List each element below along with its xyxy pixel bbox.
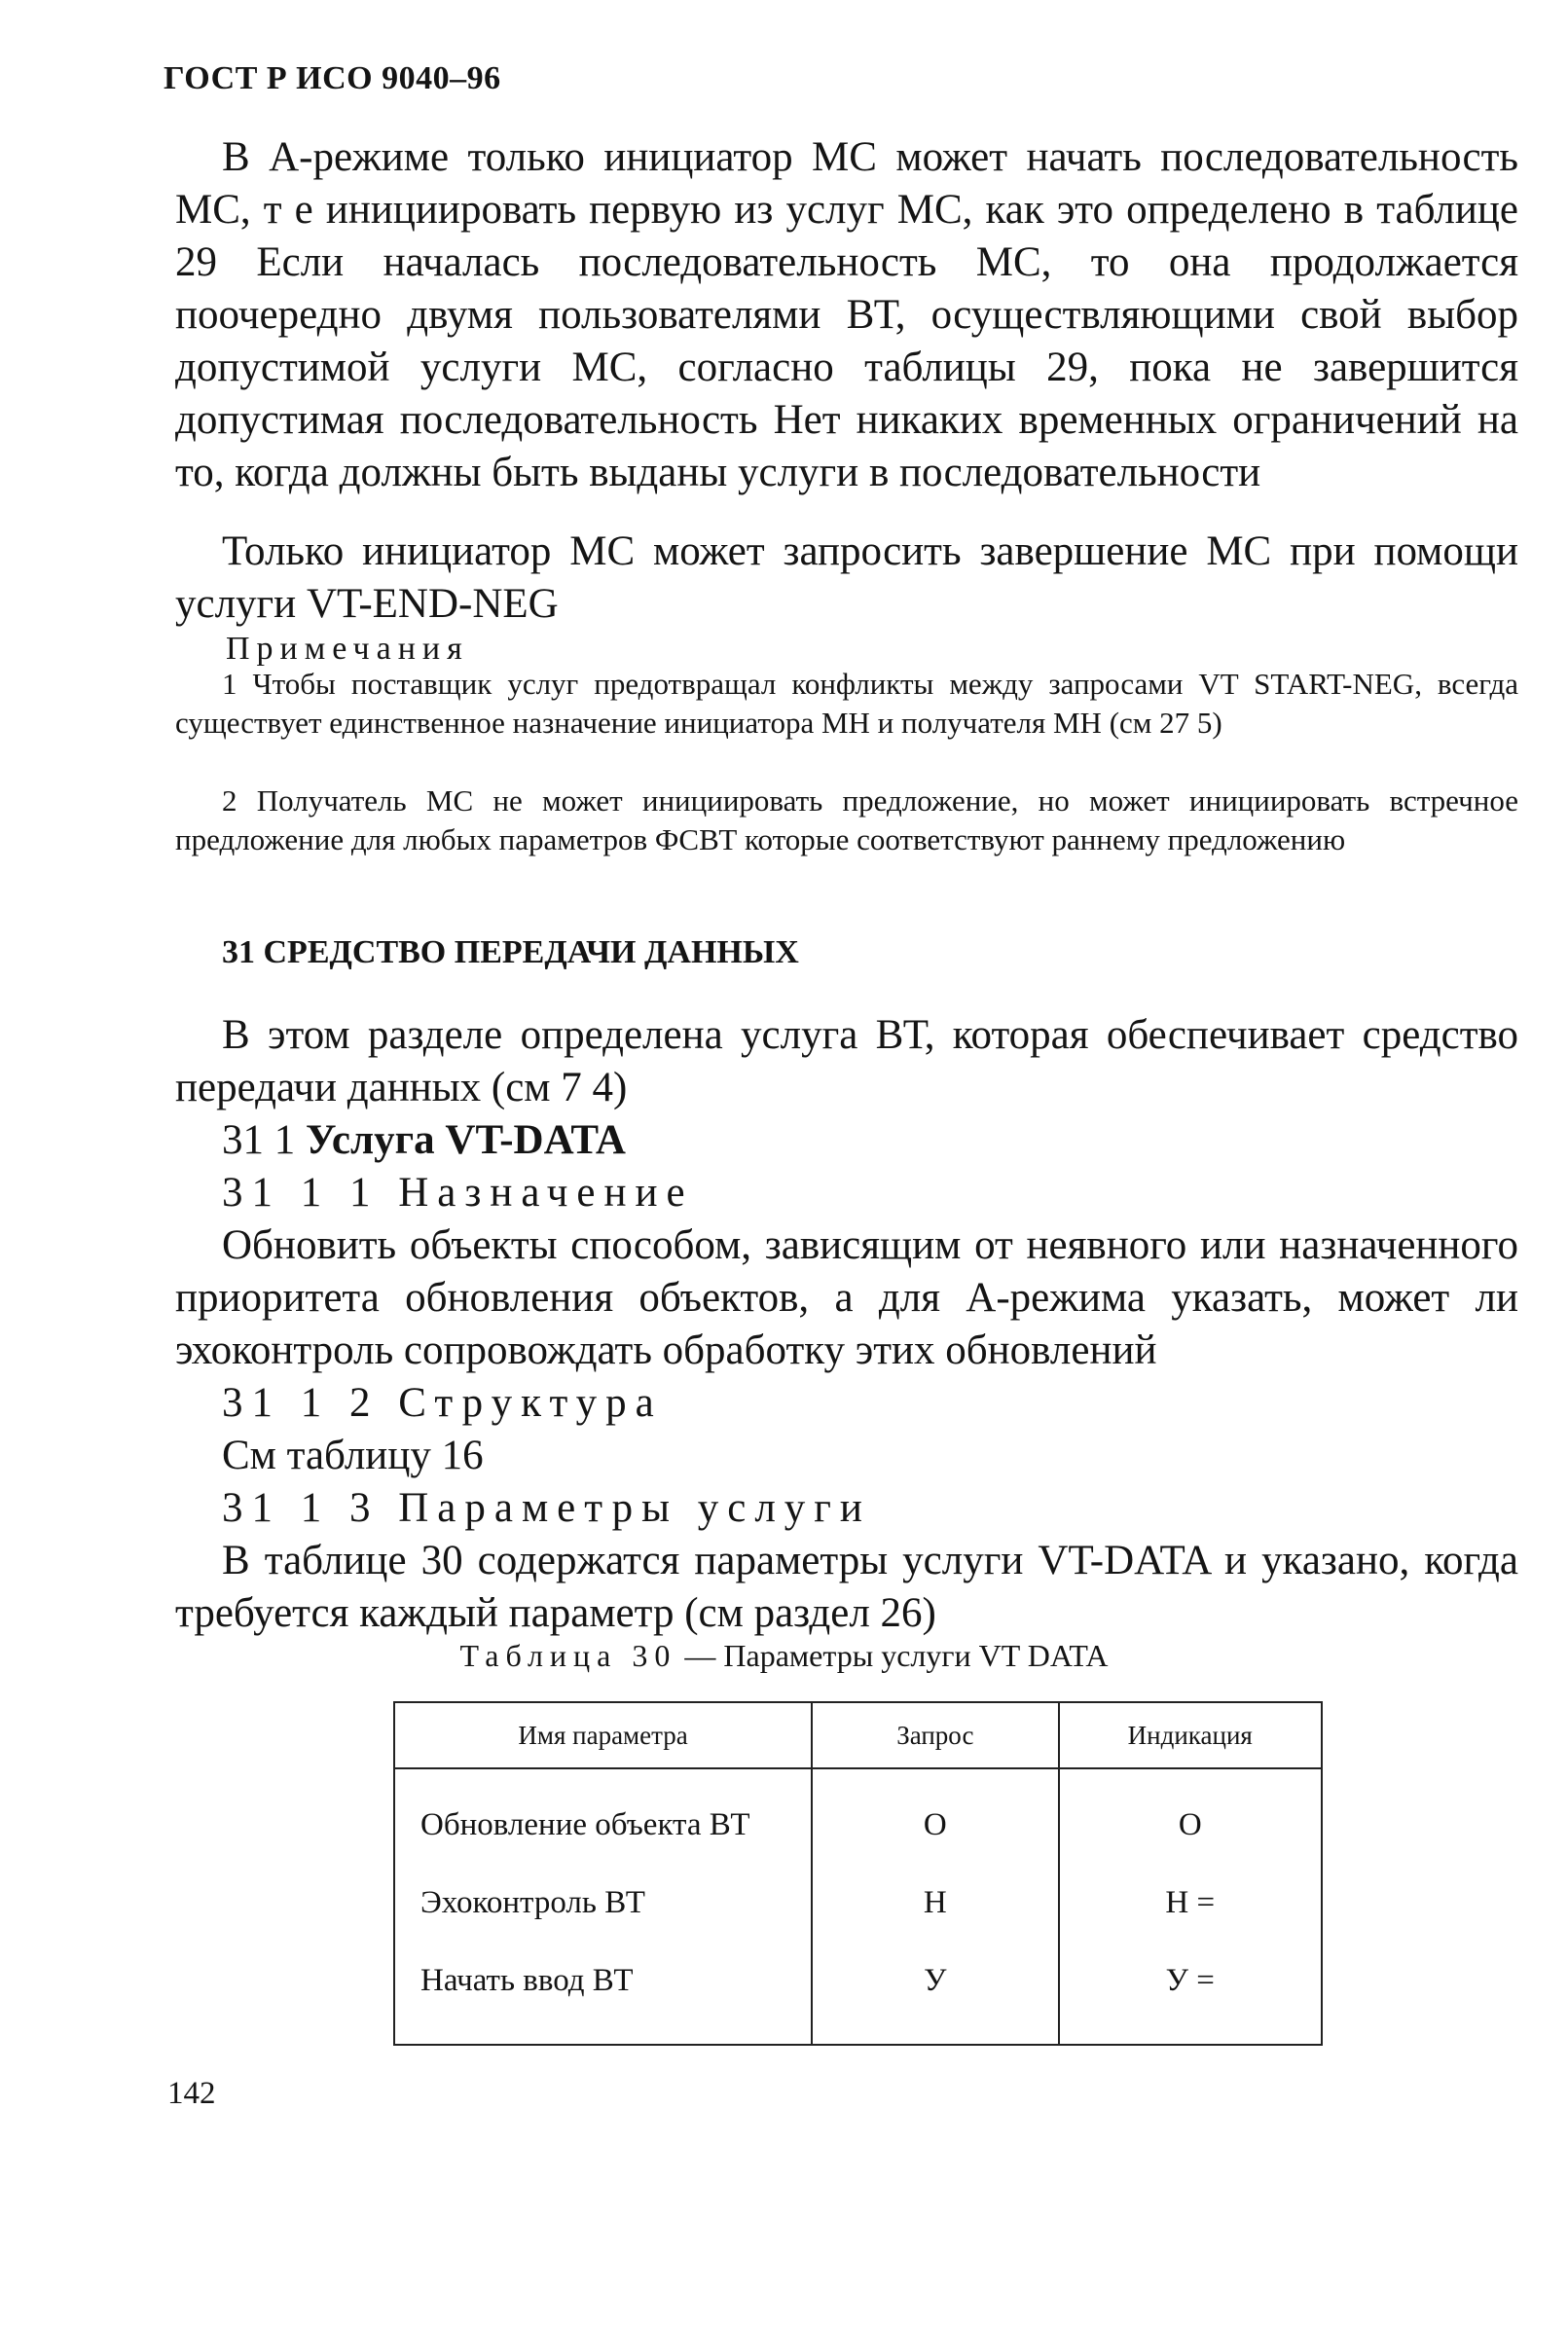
paragraph-parameters: [175, 1535, 1518, 1640]
clause-title: Услуга VT-DATA: [306, 1117, 626, 1163]
cell-request: О: [812, 1768, 1058, 1864]
paragraph-text: В этом разделе определена услуга ВТ, которая обеспечивает средство передачи данных (см 7 4): [175, 1012, 1518, 1110]
table-caption-text: — Параметры услуги VT DATA: [676, 1638, 1109, 1673]
note-1: 1 Чтобы поставщик услуг предотвращал конфликты между запросами VT START-NEG, всегда существует единственное назначение инициатора МН и получателя МН (см 27 5): [175, 667, 1518, 740]
clause-31-1-3: 31 1 3 Параметры услуги: [222, 1485, 871, 1531]
header-parameter-name: Имя параметра: [394, 1702, 812, 1768]
cell-request: У: [812, 1942, 1058, 2045]
cell-indication: О: [1059, 1768, 1323, 1864]
clause-31-1: [222, 1114, 626, 1167]
cell-parameter-name: Начать ввод ВТ: [394, 1942, 812, 2045]
clause-number: 31 1: [222, 1117, 296, 1163]
header-indication: Индикация: [1059, 1702, 1323, 1768]
paragraph-mode-sequence: [175, 131, 1518, 499]
parameters-table: [393, 1701, 1323, 2046]
table-row: [394, 1864, 1322, 1942]
note-2: 2 Получатель МС не может инициировать предложение, но может инициировать встречное предложение для любых параметров ФСВТ которые соответствуют раннему предложению: [175, 783, 1518, 856]
paragraph-section-intro: [175, 1009, 1518, 1114]
section-heading: 31 СРЕДСТВО ПЕРЕДАЧИ ДАННЫХ: [222, 934, 799, 970]
header-request: Запрос: [812, 1702, 1058, 1768]
table-caption-label: Таблица 30: [459, 1638, 677, 1673]
paragraph-text: В таблице 30 содержатся параметры услуги VT-DATA и указано, когда требуется каждый параметр (см раздел 26): [175, 1538, 1518, 1636]
cell-indication: У =: [1059, 1942, 1323, 2045]
paragraph-purpose: [175, 1219, 1518, 1377]
standard-header: ГОСТ Р ИСО 9040–96: [164, 60, 501, 96]
table-header-row: [394, 1702, 1322, 1768]
paragraph-structure-ref: См таблицу 16: [222, 1433, 484, 1478]
cell-parameter-name: Обновление объекта ВТ: [394, 1768, 812, 1864]
paragraph-text: В А-режиме только инициатор МС может начать последовательность МС, т е инициировать первую из услуг МС, как это определено в таблице 29 Если началась последовательность МС, то она продолжается поочередно двумя пользователями ВТ, осуществляющими свой выбор допустимой услуги МС, согласно таблицы 29, пока не завершится допустимая последовательность Нет никаких временных ограничений на то, когда должны быть выданы услуги в последовательности: [175, 134, 1518, 495]
page-number: 142: [167, 2076, 216, 2111]
cell-request: Н: [812, 1864, 1058, 1942]
paragraph-text: Обновить объекты способом, зависящим от неявного или назначенного приоритета обновления объектов, а для А-режима указать, может ли эхоконтроль сопровождать обработку этих обновлений: [175, 1222, 1518, 1373]
table-caption: [0, 1638, 1568, 1674]
table-row: [394, 1942, 1322, 2045]
clause-31-1-2: 31 1 2 Структура: [222, 1380, 663, 1426]
table-row: [394, 1768, 1322, 1864]
cell-indication: Н =: [1059, 1864, 1323, 1942]
notes-title: Примечания: [226, 631, 469, 667]
clause-31-1-1: 31 1 1 Назначение: [222, 1170, 694, 1216]
paragraph-end-neg: [175, 526, 1518, 631]
paragraph-text: Только инициатор МС может запросить завершение МС при помощи услуги VT-END-NEG: [175, 528, 1518, 627]
cell-parameter-name: Эхоконтроль ВТ: [394, 1864, 812, 1942]
